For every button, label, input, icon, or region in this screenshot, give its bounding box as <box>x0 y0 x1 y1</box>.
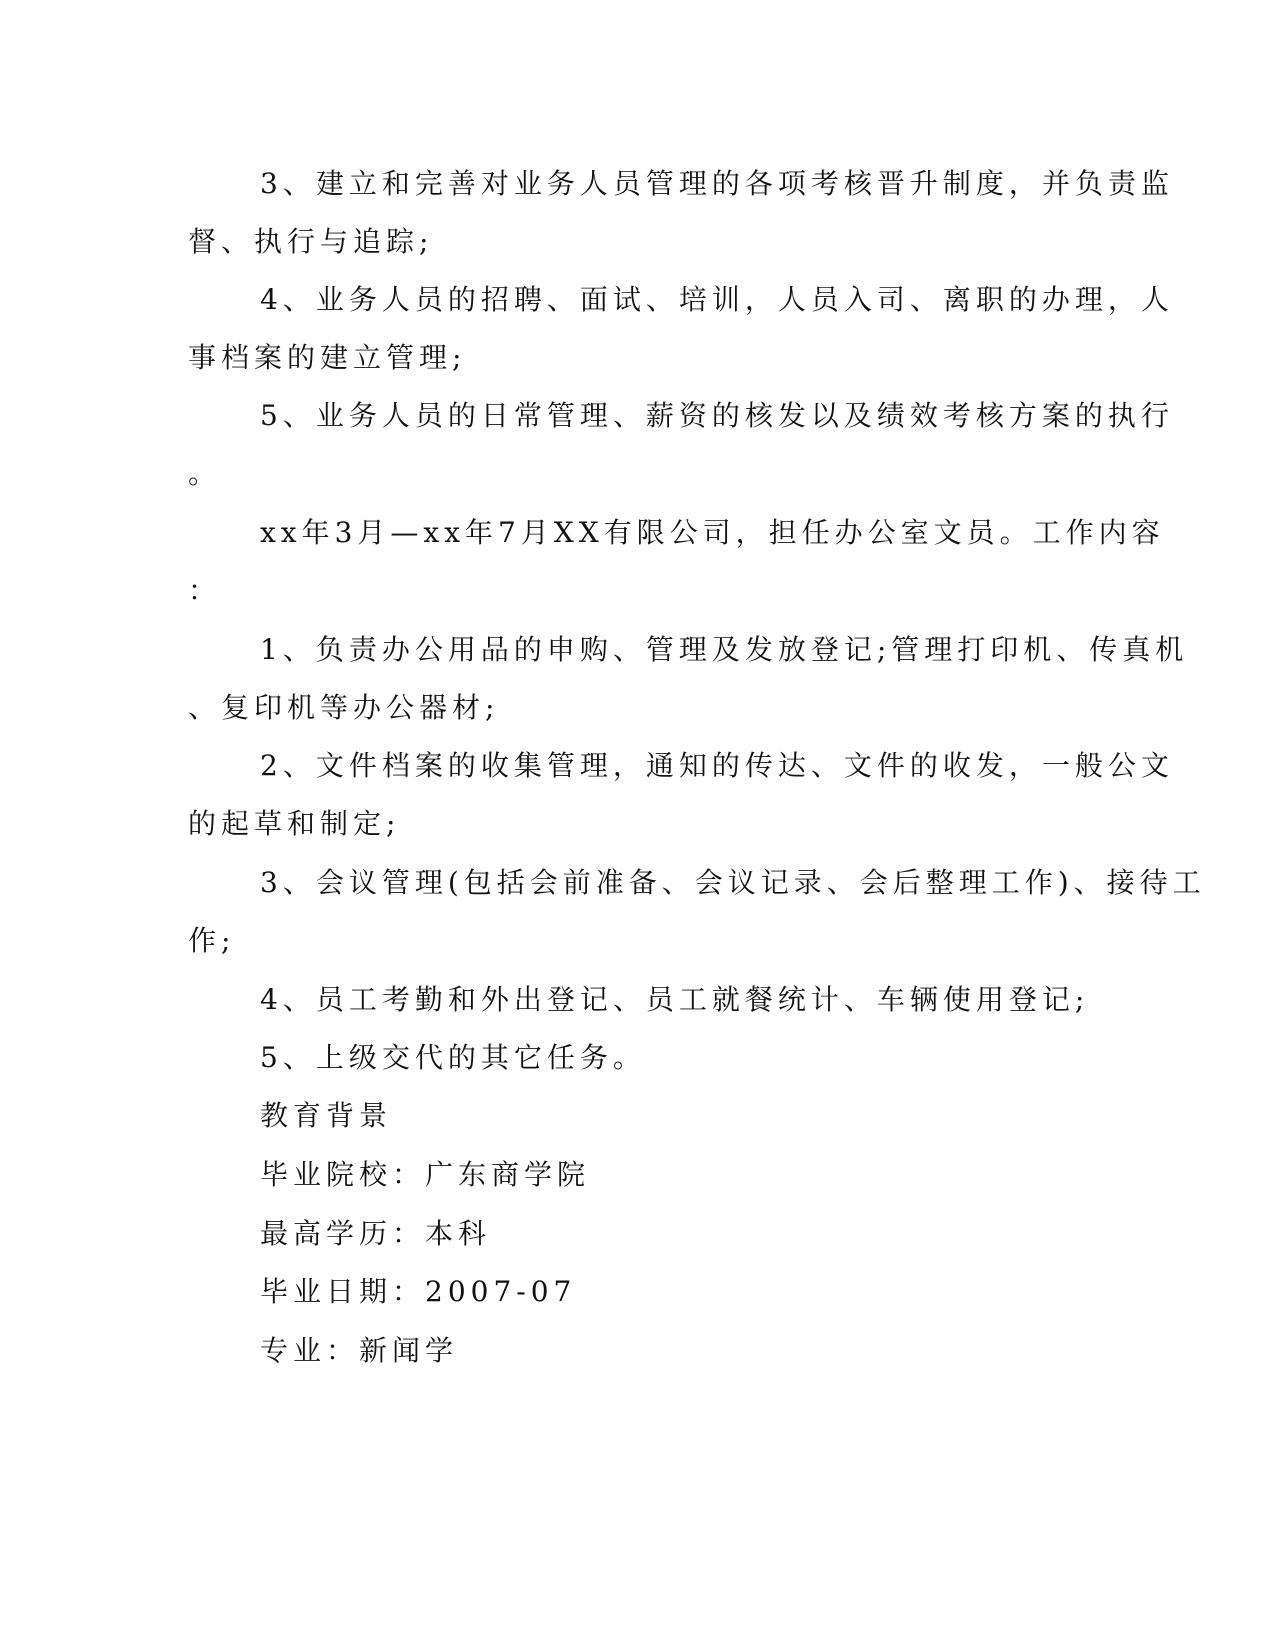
task-2-line-2: 的起草和制定; <box>188 807 401 840</box>
major: 专业：新闻学 <box>260 1334 459 1367</box>
job-heading-line-1: xx年3月—xx年7月XX有限公司，担任办公室文员。工作内容 <box>260 516 1165 549</box>
duty-4-line-2: 事档案的建立管理; <box>188 341 467 374</box>
duty-5-line-1: 5、业务人员的日常管理、薪资的核发以及绩效考核方案的执行 <box>260 399 1174 432</box>
duty-5-line-2: 。 <box>188 457 222 490</box>
task-3-line-1: 3、会议管理(包括会前准备、会议记录、会后整理工作)、接待工 <box>260 866 1206 899</box>
task-4-line: 4、员工考勤和外出登记、员工就餐统计、车辆使用登记; <box>260 983 1090 1016</box>
task-3-line-2: 作; <box>188 924 236 957</box>
education-heading: 教育背景 <box>260 1099 393 1132</box>
task-1-line-1: 1、负责办公用品的申购、管理及发放登记;管理打印机、传真机 <box>260 633 1189 666</box>
job-heading-line-2: ： <box>188 574 222 607</box>
duty-4-line-1: 4、业务人员的招聘、面试、培训，人员入司、离职的办理，人 <box>260 283 1174 316</box>
task-2-line-1: 2、文件档案的收集管理，通知的传达、文件的收发，一般公文 <box>260 749 1174 782</box>
task-1-line-2: 、复印机等办公器材; <box>188 691 500 724</box>
highest-degree: 最高学历：本科 <box>260 1217 492 1250</box>
graduation-date: 毕业日期：2007-07 <box>260 1275 577 1308</box>
duty-3-line-2: 督、执行与追踪; <box>188 225 434 258</box>
graduated-school: 毕业院校：广东商学院 <box>260 1158 591 1191</box>
task-5-line: 5、上级交代的其它任务。 <box>260 1041 646 1074</box>
duty-3-line-1: 3、建立和完善对业务人员管理的各项考核晋升制度，并负责监 <box>260 167 1174 200</box>
